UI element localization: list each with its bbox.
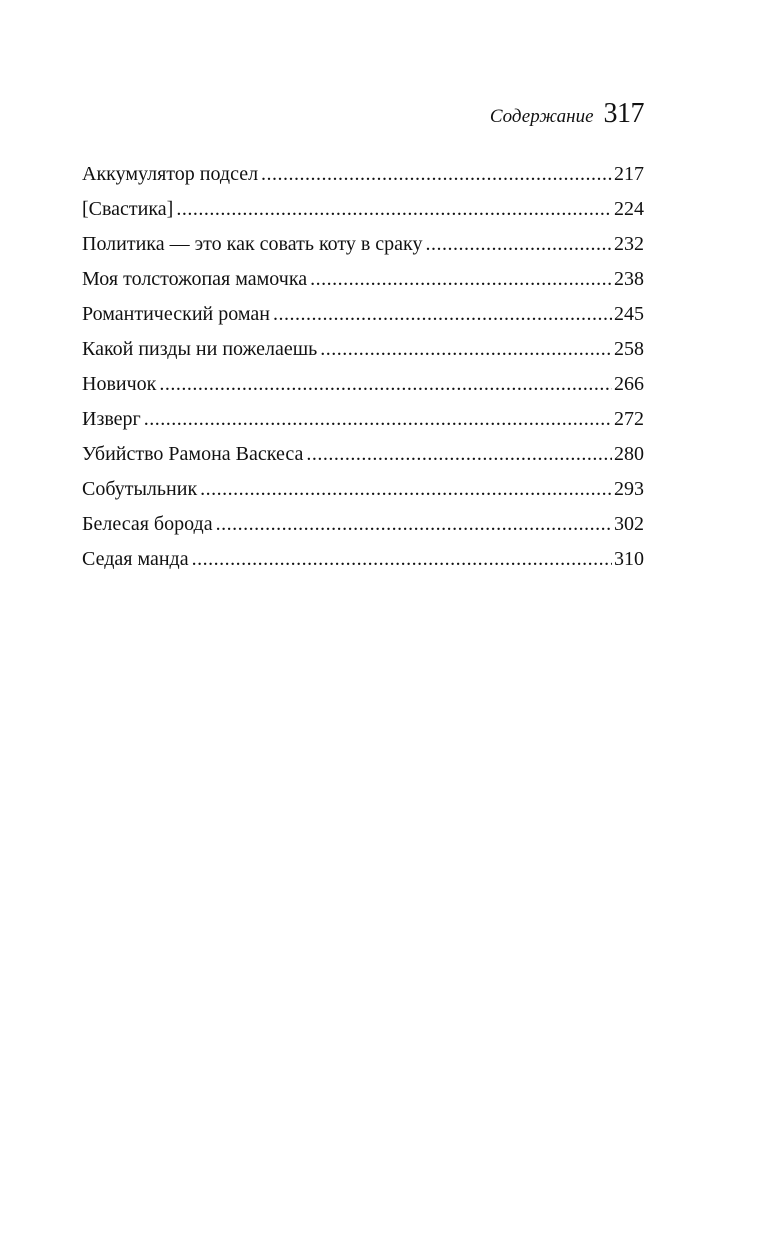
toc-entry-page: 272: [614, 408, 644, 430]
page-number: 317: [603, 98, 644, 129]
toc-entry-title: Романтический роман: [82, 303, 270, 325]
toc-entry: [82, 475, 644, 510]
toc-entry: [82, 335, 644, 370]
toc-entry-title: Белесая борода: [82, 513, 213, 535]
toc-entry-page: 302: [614, 513, 644, 535]
running-header: [490, 98, 644, 130]
toc-entry-page: 266: [614, 373, 644, 395]
toc-dot-leader: [159, 370, 612, 398]
toc-entry: [82, 510, 644, 545]
toc-entry-title: Седая манда: [82, 548, 189, 570]
toc-entry-page: 232: [614, 233, 644, 255]
toc-entry-title: Новичок: [82, 373, 157, 395]
toc-entry-title: Моя толстожопая мамочка: [82, 268, 308, 290]
toc-dot-leader: [426, 230, 613, 258]
toc-entry: [82, 230, 644, 265]
toc-entry-title: Убийство Рамона Васкеса: [82, 443, 304, 465]
toc-entry-page: 224: [614, 198, 644, 220]
toc-dot-leader: [261, 160, 612, 188]
toc-entry-page: 258: [614, 338, 644, 360]
toc-dot-leader: [144, 405, 612, 433]
toc-entry: [82, 300, 644, 335]
toc-entry: [82, 265, 644, 300]
toc-dot-leader: [176, 195, 612, 223]
toc-entry-page: 217: [614, 163, 644, 185]
toc-entry-title: [Свастика]: [82, 198, 174, 220]
toc-entry-title: Изверг: [82, 408, 141, 430]
toc-dot-leader: [216, 510, 612, 538]
toc-dot-leader: [306, 440, 612, 468]
toc-dot-leader: [320, 335, 612, 363]
toc-entry-title: Собутыльник: [82, 478, 198, 500]
toc-entry: [82, 405, 644, 440]
toc-entry-page: 280: [614, 443, 644, 465]
toc-dot-leader: [310, 265, 612, 293]
toc-dot-leader: [200, 475, 612, 503]
toc-entry: [82, 195, 644, 230]
toc-entry: [82, 370, 644, 405]
running-header-title: Содержание: [489, 106, 594, 127]
toc-entry: [82, 545, 644, 580]
toc-entry-page: 293: [614, 478, 644, 500]
toc-entry-page: 245: [614, 303, 644, 325]
toc-entry-title: Аккумулятор подсел: [82, 163, 259, 185]
table-of-contents: [82, 160, 644, 580]
toc-entry-page: 310: [614, 548, 644, 570]
toc-dot-leader: [273, 300, 612, 328]
toc-entry-page: 238: [614, 268, 644, 290]
toc-dot-leader: [192, 545, 612, 573]
toc-entry: [82, 440, 644, 475]
toc-entry-title: Какой пизды ни пожелаешь: [82, 338, 318, 360]
toc-entry: [82, 160, 644, 195]
toc-entry-title: Политика — это как совать коту в сраку: [82, 233, 423, 255]
